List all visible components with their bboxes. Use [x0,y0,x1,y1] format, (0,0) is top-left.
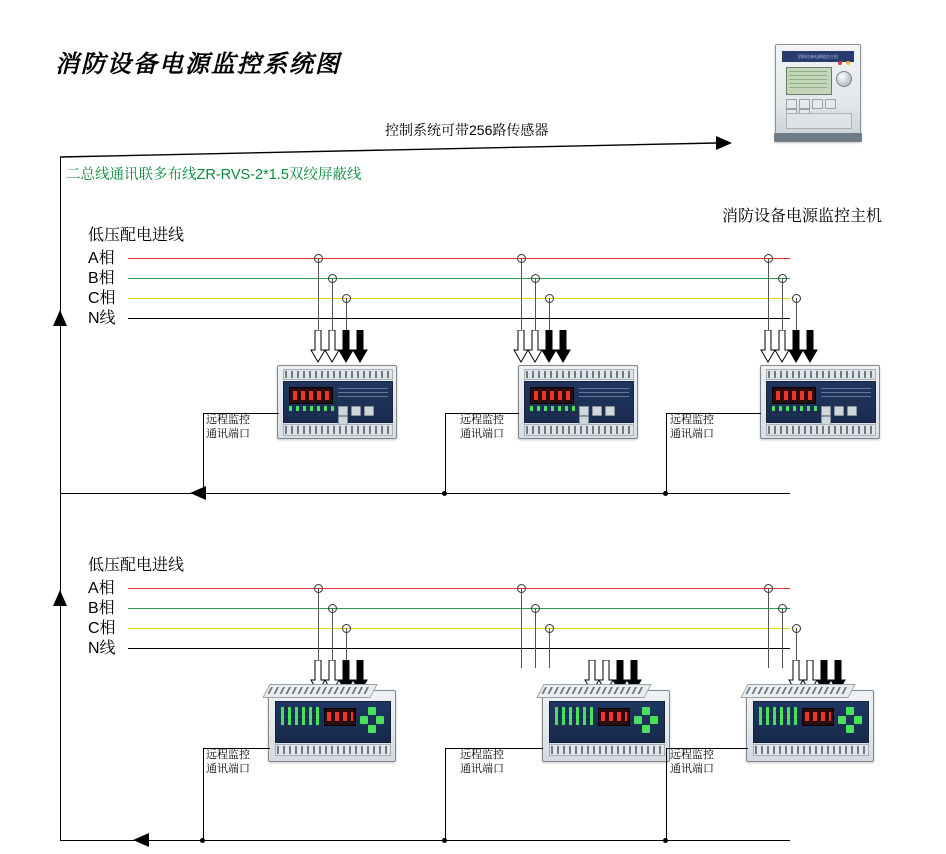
port-label-line2: 通讯端口 [206,763,250,775]
device-key[interactable] [351,406,361,416]
device-terminal-bottom [766,424,876,436]
row-bottom-port-label-2 [460,748,504,776]
row-top-comm-line [60,493,790,494]
device-terminal-bottom [524,424,634,436]
row-top-ct-drop-a3 [768,258,769,338]
row-top-phase-n-line [128,318,790,319]
host-display [786,67,832,95]
row-bottom-phase-a-line [128,588,790,589]
row-top-phase-c-line [128,298,790,299]
row-bottom-ct-ring-b3 [778,604,787,613]
device-face [753,701,869,743]
row-bottom-phase-c-label: C相 [88,620,116,637]
device-led-matrix [281,707,321,725]
host-led-red [838,61,842,65]
device-key[interactable] [834,406,844,416]
row-top-arrows-1 [310,330,368,364]
device-terminal-top [740,684,855,698]
row-bottom-incoming-label: 低压配电进线 [88,557,185,574]
row-top-ct-ring-c3 [792,294,801,303]
port-label-line2: 通讯端口 [206,428,250,440]
port-label-line1: 远程监控 [206,749,250,761]
nav-up-key[interactable] [846,707,854,715]
device-nav-pad[interactable] [360,707,384,731]
row-top-junction-3 [663,491,668,496]
row-top-ct-ring-b1 [328,274,337,283]
row-bottom-ct-drop-b2 [535,608,536,668]
device-display [530,387,574,404]
row-top-incoming-label: 低压配电进线 [88,227,185,244]
port-label-line2: 通讯端口 [460,763,504,775]
nav-down-key[interactable] [846,725,854,733]
device-display [598,708,630,726]
row-top-ct-drop-a1 [318,258,319,338]
row-top-phase-a-label: A相 [88,250,115,267]
port-label-line1: 远程监控 [206,414,250,426]
row-top-phase-c-label: C相 [88,290,116,307]
row-bottom-junction-3 [663,838,668,843]
device-terminal-top [766,369,876,380]
device-key[interactable] [592,406,602,416]
device-brand-label [579,388,629,400]
row-top-ct-drop-b3 [782,278,783,338]
device-nav-pad[interactable] [634,707,658,731]
row-bottom-port-label-1 [206,748,250,776]
nav-left-key[interactable] [634,716,642,724]
device-face [275,701,391,743]
row-top-ct-drop-b1 [332,278,333,338]
port-label-line1: 远程监控 [670,414,714,426]
device-keypad[interactable] [338,406,386,415]
page-title: 消防设备电源监控系统图 [55,52,341,78]
row-top-ct-ring-a2 [517,254,526,263]
row-top-arrows-3 [760,330,818,364]
row-bottom-ct-drop-a3 [768,588,769,668]
bus-wire-label: 二总线通讯联多布线ZR-RVS-2*1.5双绞屏蔽线 [66,167,362,183]
device-terminal-bottom [275,744,391,756]
row-bottom-ct-drop-c2 [549,628,550,668]
row-top-port-label-2 [460,413,504,441]
row-top-arrows-2 [513,330,571,364]
row-top-phase-a-line [128,258,790,259]
device-terminal-top [536,684,651,698]
row-bottom-ct-drop-a2 [521,588,522,668]
device-terminal-top [283,369,393,380]
row-bottom-ct-ring-a2 [517,584,526,593]
row-top-ct-ring-a3 [764,254,773,263]
device-terminal-bottom [283,424,393,436]
host-button-row[interactable] [786,99,850,108]
port-label-line2: 通讯端口 [670,428,714,440]
row-bottom-junction-1 [200,838,205,843]
row-bottom-phase-b-label: B相 [88,600,115,617]
device-led-matrix [555,707,595,725]
row-bottom-ct-ring-b1 [328,604,337,613]
port-label-line1: 远程监控 [460,749,504,761]
device-key[interactable] [338,406,348,416]
row-top-phase-n-label: N线 [88,310,116,327]
main-trunk-line [60,157,61,841]
row-top-comm-drop-2 [445,413,446,493]
device-face [283,381,393,423]
row-bottom-ct-drop-b1 [332,608,333,668]
device-key[interactable] [579,406,589,416]
row-bottom-ct-ring-a3 [764,584,773,593]
port-label-line2: 通讯端口 [670,763,714,775]
device-brand-label [338,388,388,400]
device-bottom-2[interactable] [542,690,670,762]
host-knob[interactable] [836,71,852,87]
row-bottom-phase-b-line [128,608,790,609]
row-bottom-ct-drop-a1 [318,588,319,668]
device-bottom-1[interactable] [268,690,396,762]
row-bottom-port-label-3 [670,748,714,776]
row-bottom-ct-drop-b3 [782,608,783,668]
device-key[interactable] [847,406,857,416]
device-face [766,381,876,423]
host-caption: 消防设备电源监控主机 [722,208,883,225]
row-top-comm-drop-3 [666,413,667,493]
row-bottom-ct-ring-c3 [792,624,801,633]
row-bottom-phase-a-label: A相 [88,580,115,597]
monitor-host-panel [775,44,861,142]
nav-left-key[interactable] [360,716,368,724]
nav-up-key[interactable] [368,707,376,715]
row-bottom-phase-n-label: N线 [88,640,116,657]
host-button[interactable] [825,99,836,109]
row-top-phase-b-line [128,278,790,279]
bus-capacity-label: 控制系统可带256路传感器 [385,122,549,138]
device-top-1[interactable] [277,365,397,439]
trunk-arrow-up-2 [53,590,67,606]
device-display [772,387,816,404]
port-label-line2: 通讯端口 [460,428,504,440]
row-bottom-comm-drop-1 [203,748,204,840]
row-bottom-ct-ring-b2 [531,604,540,613]
port-label-line1: 远程监控 [460,414,504,426]
row-bottom-comm-drop-3 [666,748,667,840]
row-bottom-phase-c-line [128,628,790,629]
row-top-ct-ring-c1 [342,294,351,303]
host-led-yellow [846,61,850,65]
row-top-port-label-1 [206,413,250,441]
device-keypad[interactable] [579,406,627,415]
device-terminal-top [262,684,377,698]
device-display [324,708,356,726]
row-top-port-label-3 [670,413,714,441]
device-nav-pad[interactable] [838,707,862,731]
row-top-phase-b-label: B相 [88,270,115,287]
row-top-junction-2 [442,491,447,496]
host-button[interactable] [799,99,810,109]
row-bottom-phase-n-line [128,648,790,649]
row-bottom-ct-ring-c1 [342,624,351,633]
row-top-junction-1 [200,491,205,496]
device-face [549,701,665,743]
row-bottom-ct-ring-a1 [314,584,323,593]
device-key[interactable] [605,406,615,416]
device-display [289,387,333,404]
device-keypad[interactable] [821,406,869,415]
nav-right-key[interactable] [376,716,384,724]
row-bottom-comm-drop-2 [445,748,446,840]
device-terminal-top [524,369,634,380]
row-top-ct-ring-c2 [545,294,554,303]
nav-up-key[interactable] [642,707,650,715]
host-lower-slot [786,113,852,129]
row-top-ct-drop-b2 [535,278,536,338]
nav-down-key[interactable] [368,725,376,733]
trunk-arrow-up-1 [53,310,67,326]
device-face [524,381,634,423]
device-top-3[interactable] [760,365,880,439]
device-top-2[interactable] [518,365,638,439]
row-top-comm-drop-1 [203,413,204,493]
host-screen-title: 消防设备电源监控主机 [782,51,854,62]
bottom-return-line [60,840,790,841]
device-brand-label [821,388,871,400]
device-key[interactable] [364,406,374,416]
nav-left-key[interactable] [838,716,846,724]
row-top-ct-ring-b3 [778,274,787,283]
device-display [802,708,834,726]
host-button[interactable] [812,99,823,109]
nav-right-key[interactable] [854,716,862,724]
row-bottom-ct-ring-c2 [545,624,554,633]
row-top-ct-ring-b2 [531,274,540,283]
row-bottom-comm-arrow [133,833,149,847]
device-led-matrix [759,707,799,725]
host-button[interactable] [786,99,797,109]
row-top-ct-drop-a2 [521,258,522,338]
device-key[interactable] [821,406,831,416]
device-bottom-3[interactable] [746,690,874,762]
device-terminal-bottom [753,744,869,756]
row-bottom-junction-2 [442,838,447,843]
device-terminal-bottom [549,744,665,756]
bus-arrow [716,136,732,150]
nav-down-key[interactable] [642,725,650,733]
port-label-line1: 远程监控 [670,749,714,761]
row-top-ct-ring-a1 [314,254,323,263]
nav-right-key[interactable] [650,716,658,724]
host-display-lines [789,71,827,91]
